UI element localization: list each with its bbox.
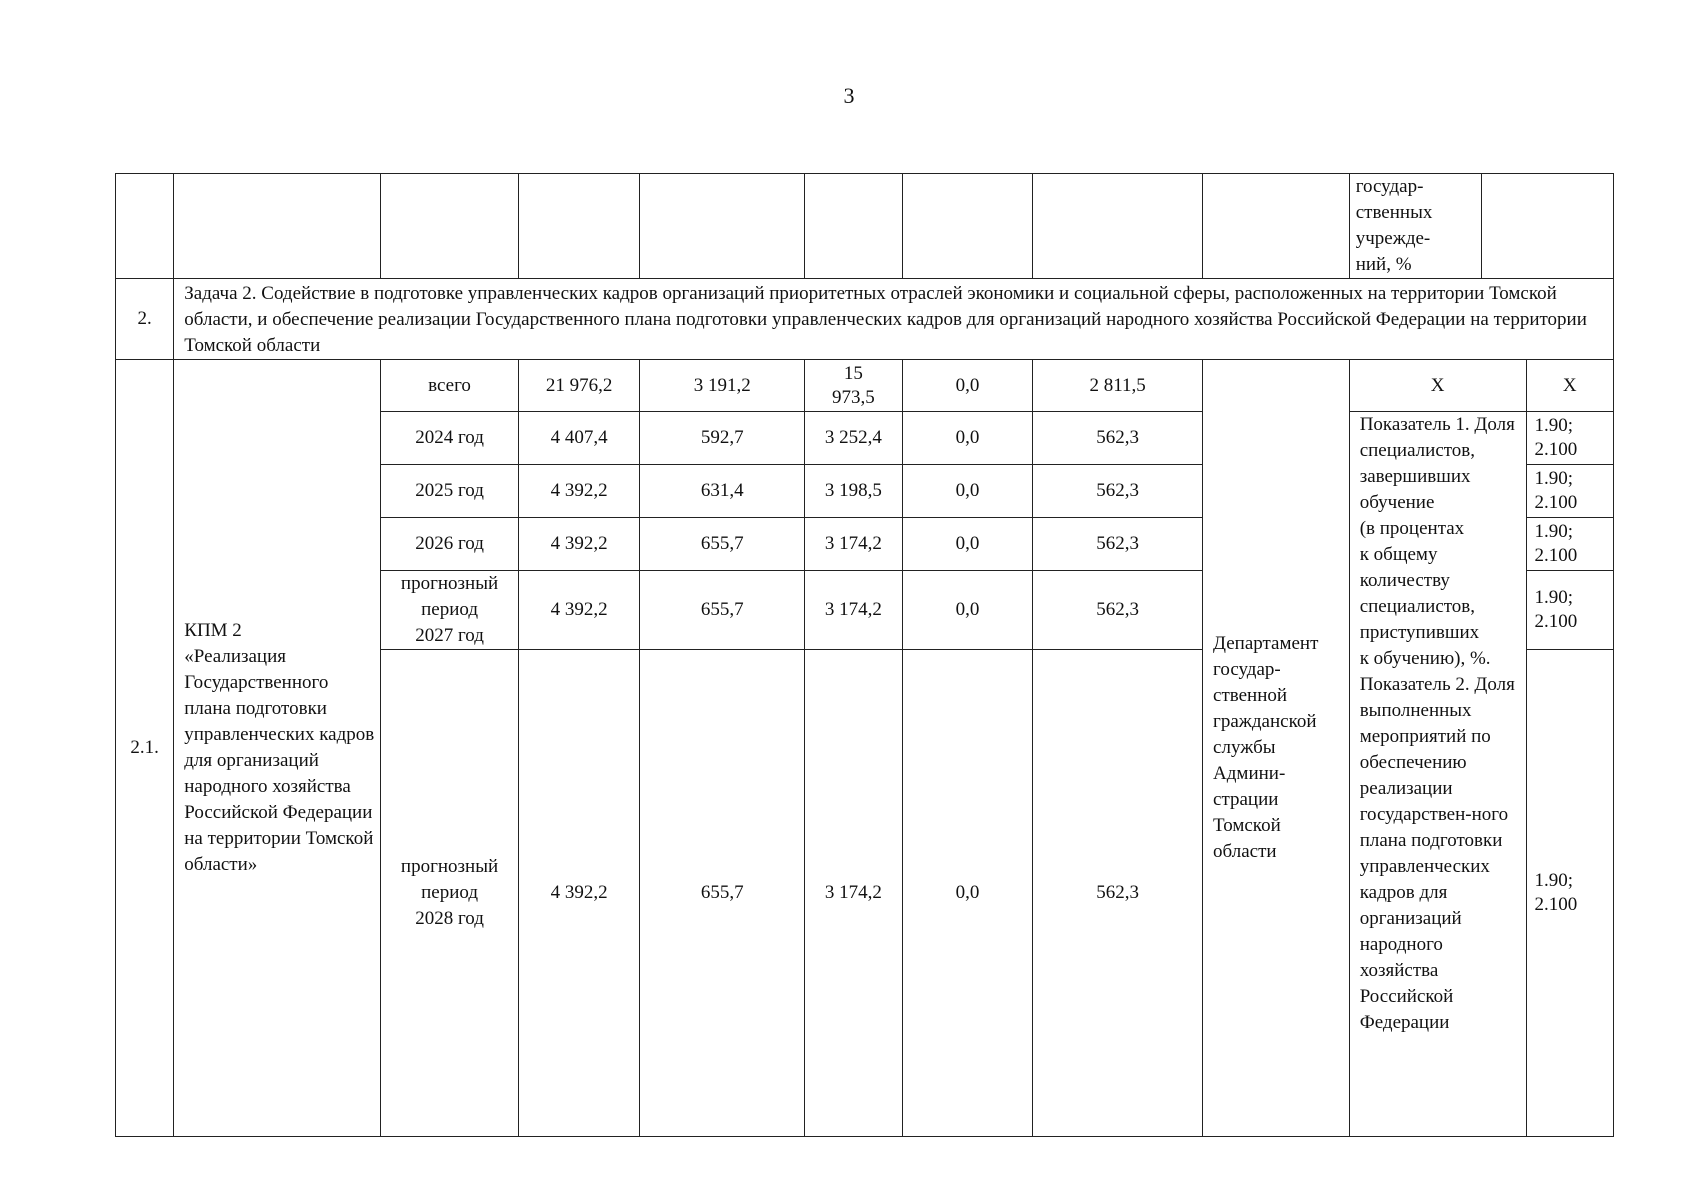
executor-cell: Департамент государ- ственной гражданской службы Админи- страции Томской области bbox=[1203, 360, 1350, 1137]
carryover-other-cell bbox=[1033, 174, 1203, 279]
local-cell: 0,0 bbox=[902, 465, 1033, 518]
value-cell: 1.90; 2.100 bbox=[1526, 650, 1613, 1137]
item-name: КПМ 2 «Реализация Государственного плана подготовки управленческих кадров для организаций народного хозяйства Российской Федерации на территории Томской области» bbox=[174, 360, 381, 1137]
fed-cell: 655,7 bbox=[640, 571, 805, 650]
period-cell: 2025 год bbox=[381, 465, 519, 518]
period-cell: 2024 год bbox=[381, 412, 519, 465]
other-cell: 2 811,5 bbox=[1033, 360, 1203, 412]
task-number: 2. bbox=[116, 279, 174, 360]
carryover-value-cell bbox=[1482, 174, 1614, 279]
indicator-total-cell: Х bbox=[1349, 360, 1526, 412]
total-cell: 4 392,2 bbox=[518, 571, 640, 650]
period-cell: всего bbox=[381, 360, 519, 412]
carryover-indicator-fragment: государ- ственных учрежде- ний, % bbox=[1349, 174, 1482, 279]
value-cell: 1.90; 2.100 bbox=[1526, 571, 1613, 650]
indicators-text: Показатель 1. Доля специалистов, завершивших обучение (в процентах к общему количеству специалистов, приступивших к обучению), %. Показатель 2. Доля выполненных мероприятий по обеспечению реализации государствен-ного плана подготовки управленческих кадров для организаций народного хозяйства Российской Федерации bbox=[1349, 412, 1526, 1137]
fed-cell: 3 191,2 bbox=[640, 360, 805, 412]
carryover-row bbox=[116, 174, 1614, 279]
other-cell: 562,3 bbox=[1033, 650, 1203, 1137]
local-cell: 0,0 bbox=[902, 571, 1033, 650]
period-cell: 2026 год bbox=[381, 518, 519, 571]
other-cell: 562,3 bbox=[1033, 465, 1203, 518]
carryover-reg-cell bbox=[805, 174, 902, 279]
program-table bbox=[115, 173, 1614, 1137]
carryover-local-cell bbox=[902, 174, 1033, 279]
value-cell: 1.90; 2.100 bbox=[1526, 518, 1613, 571]
page-number: 3 bbox=[843, 83, 855, 108]
other-cell: 562,3 bbox=[1033, 518, 1203, 571]
period-cell: прогнозный период 2028 год bbox=[381, 650, 519, 1137]
local-cell: 0,0 bbox=[902, 360, 1033, 412]
other-cell: 562,3 bbox=[1033, 412, 1203, 465]
task-row bbox=[116, 279, 1614, 360]
carryover-name-cell bbox=[174, 174, 381, 279]
fed-cell: 655,7 bbox=[640, 650, 805, 1137]
item-number: 2.1. bbox=[116, 360, 174, 1137]
value-cell: 1.90; 2.100 bbox=[1526, 465, 1613, 518]
carryover-executor-cell bbox=[1203, 174, 1350, 279]
reg-cell: 3 198,5 bbox=[805, 465, 902, 518]
carryover-total-cell bbox=[518, 174, 640, 279]
reg-cell: 3 174,2 bbox=[805, 518, 902, 571]
total-cell: 4 392,2 bbox=[518, 650, 640, 1137]
carryover-fed-cell bbox=[640, 174, 805, 279]
reg-cell: 3 174,2 bbox=[805, 650, 902, 1137]
row-total bbox=[116, 360, 1614, 412]
other-cell: 562,3 bbox=[1033, 571, 1203, 650]
total-cell: 4 407,4 bbox=[518, 412, 640, 465]
carryover-period-cell bbox=[381, 174, 519, 279]
value-cell: 1.90; 2.100 bbox=[1526, 412, 1613, 465]
value-total-cell: Х bbox=[1526, 360, 1613, 412]
task-text: Задача 2. Содействие в подготовке управленческих кадров организаций приоритетных отраслей экономики и социальной сферы, расположенных на территории Томской области, и обеспечение реализации Государственного плана подготовки управленческих кадров для организаций народного хозяйства Российской Федерации на территории Томской области bbox=[174, 279, 1614, 360]
fed-cell: 655,7 bbox=[640, 518, 805, 571]
reg-cell: 15 973,5 bbox=[805, 360, 902, 412]
local-cell: 0,0 bbox=[902, 412, 1033, 465]
total-cell: 4 392,2 bbox=[518, 518, 640, 571]
local-cell: 0,0 bbox=[902, 650, 1033, 1137]
period-cell: прогнозный период 2027 год bbox=[381, 571, 519, 650]
carryover-number-cell bbox=[116, 174, 174, 279]
fed-cell: 592,7 bbox=[640, 412, 805, 465]
local-cell: 0,0 bbox=[902, 518, 1033, 571]
fed-cell: 631,4 bbox=[640, 465, 805, 518]
total-cell: 4 392,2 bbox=[518, 465, 640, 518]
reg-cell: 3 252,4 bbox=[805, 412, 902, 465]
total-cell: 21 976,2 bbox=[518, 360, 640, 412]
reg-cell: 3 174,2 bbox=[805, 571, 902, 650]
